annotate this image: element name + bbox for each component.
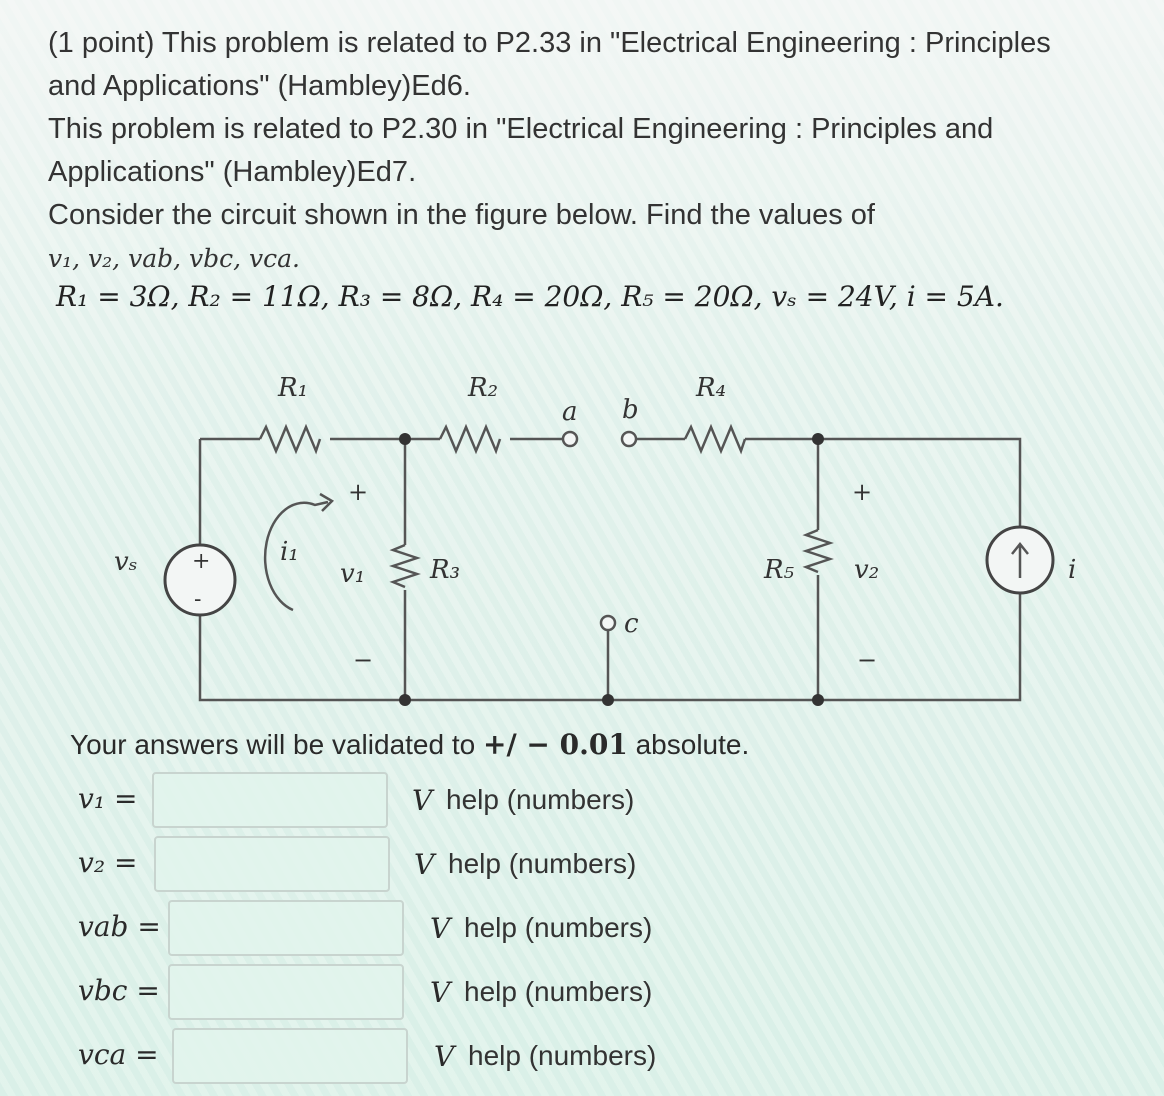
answer-row-vbc — [70, 964, 710, 1026]
answer-input-vbc[interactable] — [168, 964, 404, 1020]
circuit-parameters: R₁ = 3Ω, R₂ = 11Ω, R₃ = 8Ω, R₄ = 20Ω, R₅ = 20Ω, vₛ = 24V, i = 5A. — [56, 280, 1004, 313]
label-b: b — [622, 395, 639, 425]
answer-row-v2 — [70, 836, 710, 898]
problem-line-2: and Applications" (Hambley)Ed6. — [48, 70, 471, 102]
problem-statement — [48, 22, 1138, 280]
resistor-r4 — [685, 427, 745, 451]
unit-label: V — [430, 912, 451, 945]
label-v2-plus: + — [852, 478, 873, 506]
answer-label: v₁ = — [78, 782, 138, 815]
answer-row-vca — [70, 1028, 710, 1090]
answer-row-v1 — [70, 772, 710, 834]
unit-label: V — [430, 976, 451, 1009]
resistor-r3 — [393, 545, 417, 587]
label-r2: R₂ — [468, 373, 498, 403]
help-link[interactable]: help (numbers) — [464, 976, 653, 1007]
validation-tolerance: +/ − 0.01 — [482, 728, 628, 761]
label-r5: R₅ — [764, 555, 794, 585]
problem-line-5: Consider the circuit shown in the figure below. Find the values of — [48, 199, 875, 231]
label-v1-plus: + — [348, 478, 369, 506]
help-link[interactable]: help (numbers) — [448, 848, 637, 879]
label-i1: i₁ — [280, 537, 299, 567]
help-link[interactable]: help (numbers) — [446, 784, 635, 815]
answer-label: v₂ = — [78, 846, 138, 879]
label-c: c — [624, 609, 639, 639]
label-r4: R₄ — [696, 373, 726, 403]
label-r1: R₁ — [278, 373, 308, 403]
answer-input-v2[interactable] — [154, 836, 390, 892]
label-v1: v₁ — [340, 559, 366, 589]
label-vs-minus: - — [194, 587, 202, 612]
help-link[interactable]: help (numbers) — [468, 1040, 657, 1071]
node-dot — [399, 433, 411, 445]
problem-line-1: (1 point) This problem is related to P2.33 in "Electrical Engineering : Principles — [48, 27, 1051, 59]
answer-row-vab — [70, 900, 710, 962]
terminal-b — [622, 432, 636, 446]
answer-input-vab[interactable] — [168, 900, 404, 956]
label-i: i — [1068, 555, 1077, 585]
label-v1-minus: − — [353, 646, 374, 674]
problem-line-3: This problem is related to P2.30 in "Electrical Engineering : Principles and — [48, 113, 994, 145]
node-dot — [602, 694, 614, 706]
wire-outer — [200, 439, 1020, 700]
answer-label: vbc = — [78, 974, 160, 1007]
label-v2: v₂ — [854, 555, 880, 585]
label-v2-minus: − — [857, 646, 878, 674]
resistor-r2 — [440, 427, 500, 451]
node-dot — [399, 694, 411, 706]
node-dot — [812, 694, 824, 706]
terminal-a — [563, 432, 577, 446]
answer-input-v1[interactable] — [152, 772, 388, 828]
help-link[interactable]: help (numbers) — [464, 912, 653, 943]
validation-note — [70, 728, 749, 761]
variables-list: v₁, v₂, vab, vbc, vca. — [48, 244, 301, 273]
terminal-c — [601, 616, 615, 630]
problem-line-4: Applications" (Hambley)Ed7. — [48, 156, 417, 188]
node-dot — [812, 433, 824, 445]
unit-label: V — [412, 784, 433, 817]
unit-label: V — [414, 848, 435, 881]
validation-suffix: absolute. — [627, 729, 750, 760]
validation-prefix: Your answers will be validated to — [70, 729, 483, 760]
unit-label: V — [434, 1040, 455, 1073]
label-r3: R₃ — [430, 555, 460, 585]
answer-input-vca[interactable] — [172, 1028, 408, 1084]
answer-label: vca = — [78, 1038, 159, 1071]
label-a: a — [562, 397, 578, 427]
label-vs: vₛ — [114, 547, 138, 577]
label-vs-plus: + — [192, 549, 211, 574]
circuit-diagram — [100, 360, 1080, 730]
resistor-r5 — [806, 530, 830, 572]
resistor-r1 — [260, 427, 320, 451]
answer-label: vab = — [78, 910, 161, 943]
